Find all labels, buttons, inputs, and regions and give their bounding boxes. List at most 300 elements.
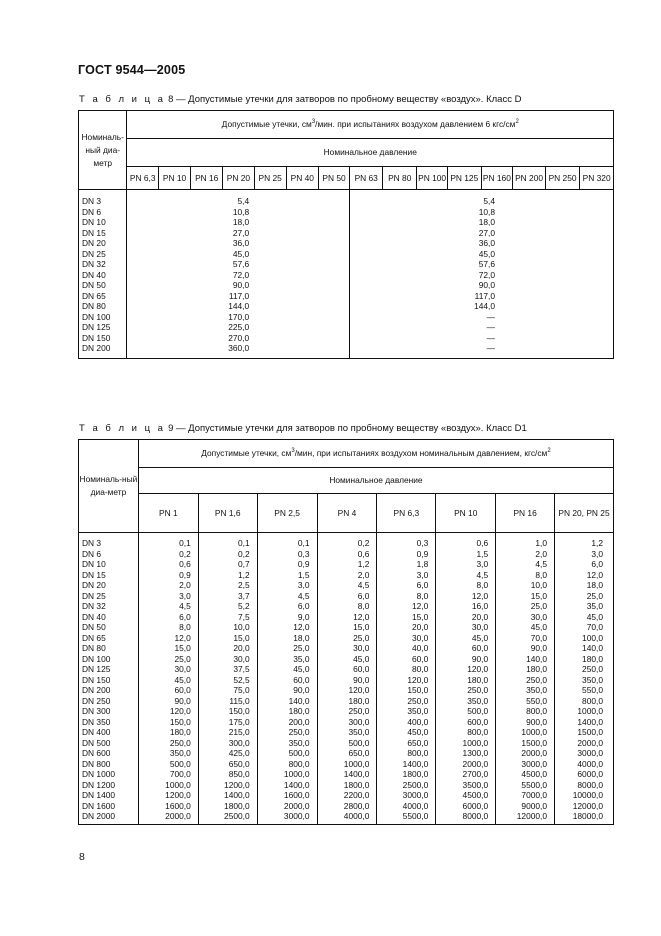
table8-value-cell-left: 225,0 (228, 322, 250, 332)
table9-pn-header: PN 6,3 (377, 494, 436, 533)
table9-value-cell: 8,0 (138, 622, 198, 633)
table8-value-cell-right: 90,0 (350, 280, 614, 291)
table9-value-cell: 75,0 (198, 685, 257, 696)
table9-value-cell: 1400,0 (198, 790, 257, 801)
table9-value-cell: 1,2 (198, 570, 257, 581)
table9-value-cell: 1600,0 (257, 790, 317, 801)
table8-dn-header: Номиналь-ный диа-метр (79, 111, 127, 190)
table9-value-cell: 2700,0 (436, 769, 496, 780)
table9-value-cell: 60,0 (377, 654, 436, 665)
table9-value-cell: 15,0 (198, 633, 257, 644)
table9-value-cell: 10,0 (198, 622, 257, 633)
table8-value-cell-left: 36,0 (232, 238, 250, 248)
table8-pn-header: PN 50 (318, 167, 349, 190)
table9-dn-cell: DN 20 (79, 580, 139, 591)
table9-value-cell: 3000,0 (257, 811, 317, 824)
table9-value-cell: 45,0 (138, 675, 198, 686)
table9-value-cell: 1,5 (257, 570, 317, 581)
table9-row (79, 790, 614, 801)
table8-value-cell-left: 90,0 (232, 280, 250, 290)
table9-value-cell: 8,0 (317, 601, 377, 612)
table9-value-cell: 2500,0 (377, 780, 436, 791)
table8-value-cell-left: 18,0 (232, 217, 250, 227)
table9-value-cell: 90,0 (436, 654, 496, 665)
table8-row (79, 228, 614, 239)
table9-row (79, 811, 614, 824)
table9-value-cell: 120,0 (317, 685, 377, 696)
table8-value-cell-left: 5,4 (237, 196, 250, 206)
table9-pn-header: PN 16 (496, 494, 555, 533)
table9-value-cell: 0,2 (198, 549, 257, 560)
table9-value-cell: 0,7 (198, 559, 257, 570)
table9-value-cell: 100,0 (555, 633, 614, 644)
table9-value-cell: 45,0 (257, 664, 317, 675)
table9-value-cell: 25,0 (496, 601, 555, 612)
table9-value-cell: 200,0 (257, 717, 317, 728)
table9-value-cell: 140,0 (257, 696, 317, 707)
table8 (78, 110, 614, 359)
table9-value-cell: 0,1 (138, 533, 198, 549)
table9-value-cell: 12,0 (436, 591, 496, 602)
table9-dn-cell: DN 125 (79, 664, 139, 675)
table9-row (79, 717, 614, 728)
table9-value-cell: 1000,0 (317, 759, 377, 770)
table9-value-cell: 350,0 (138, 748, 198, 759)
table9-value-cell: 2000,0 (555, 738, 614, 749)
table8-value-cell-left: 72,0 (232, 269, 250, 280)
table9-value-cell: 2000,0 (257, 801, 317, 812)
table9-value-cell: 12,0 (138, 633, 198, 644)
table9-value-cell: 0,3 (257, 549, 317, 560)
table9-dn-cell: DN 50 (79, 622, 139, 633)
table9-dn-cell: DN 100 (79, 654, 139, 665)
table9-row (79, 748, 614, 759)
table8-dn-cell: DN 80 (79, 301, 127, 312)
table9-value-cell: 7000,0 (496, 790, 555, 801)
table8-pn-header: PN 16 (191, 167, 223, 190)
table8-dn-cell: DN 100 (79, 312, 127, 323)
table9-value-cell: 18,0 (555, 580, 614, 591)
table9-value-cell: 5,2 (198, 601, 257, 612)
table9-value-cell: 650,0 (317, 748, 377, 759)
table8-dn-cell: DN 150 (79, 333, 127, 344)
table9-value-cell: 15,0 (138, 643, 198, 654)
table9-row (79, 727, 614, 738)
table8-row (79, 207, 614, 218)
table9-value-cell: 1000,0 (496, 727, 555, 738)
table9-pn-header: PN 10 (436, 494, 496, 533)
table9-value-cell: 3000,0 (555, 748, 614, 759)
table9-row (79, 696, 614, 707)
table8-row (79, 280, 614, 291)
table9-value-cell: 350,0 (257, 738, 317, 749)
table9-value-cell: 350,0 (436, 696, 496, 707)
table8-pn-header: PN 100 (417, 167, 448, 190)
table8-pn-header: PN 63 (350, 167, 383, 190)
table8-value-cell-left: 117,0 (228, 290, 250, 301)
table9-value-cell: 35,0 (555, 601, 614, 612)
table9-caption-number: 9 (168, 423, 174, 434)
table9-value-cell: 4000,0 (555, 759, 614, 770)
table9-value-cell: 3000,0 (377, 790, 436, 801)
table9-value-cell: 800,0 (377, 748, 436, 759)
table9-value-cell: 45,0 (317, 654, 377, 665)
table8-pn-header: PN 10 (158, 167, 190, 190)
table8-dn-cell: DN 125 (79, 322, 127, 333)
table9-value-cell: 18000,0 (555, 811, 614, 824)
table9-dn-cell: DN 350 (79, 717, 139, 728)
table9-value-cell: 90,0 (496, 643, 555, 654)
table8-sub-header: Номинальное давление (127, 139, 614, 167)
table8-caption-prefix: Т а б л и ц а (79, 94, 166, 105)
table9-value-cell: 25,0 (138, 654, 198, 665)
table9-row (79, 580, 614, 591)
table9-row (79, 533, 614, 549)
table9-value-cell: 80,0 (377, 664, 436, 675)
table9-value-cell: 0,2 (138, 549, 198, 560)
table9-pn-header: PN 2,5 (257, 494, 317, 533)
table9-value-cell: 8000,0 (436, 811, 496, 824)
table9-dn-cell: DN 1600 (79, 801, 139, 812)
table9-dn-cell: DN 600 (79, 748, 139, 759)
table9-value-cell: 70,0 (496, 633, 555, 644)
table9-value-cell: 10000,0 (555, 790, 614, 801)
table9-value-cell: 350,0 (317, 727, 377, 738)
table8-value-cell-left: 27,0 (232, 227, 250, 238)
table9-pn-header: PN 20, PN 25 (555, 494, 614, 533)
table9-dn-cell: DN 200 (79, 685, 139, 696)
table9-value-cell: 25,0 (257, 643, 317, 654)
table9-dn-cell: DN 65 (79, 633, 139, 644)
table8-pn-header: PN 125 (448, 167, 482, 190)
table9-value-cell: 4,5 (138, 601, 198, 612)
table8-row (79, 238, 614, 249)
table8-pn-header: PN 40 (286, 167, 318, 190)
table8-row (79, 249, 614, 260)
table9-dn-cell: DN 15 (79, 570, 139, 581)
table9-value-cell: 90,0 (257, 685, 317, 696)
table8-dn-cell: DN 3 (79, 190, 127, 207)
table9-value-cell: 500,0 (257, 748, 317, 759)
table8-value-cell-right: 57,6 (350, 259, 614, 270)
table9-value-cell: 70,0 (555, 622, 614, 633)
table9-value-cell: 20,0 (377, 622, 436, 633)
table9-dn-cell: DN 6 (79, 549, 139, 560)
table9-value-cell: 5500,0 (496, 780, 555, 791)
table9-value-cell: 52,5 (198, 675, 257, 686)
table9-value-cell: 1500,0 (555, 727, 614, 738)
table8-dn-cell: DN 32 (79, 259, 127, 270)
table9-dn-cell: DN 250 (79, 696, 139, 707)
table9-row (79, 685, 614, 696)
table9-row (79, 780, 614, 791)
table9-value-cell: 40,0 (377, 643, 436, 654)
table9-value-cell: 900,0 (496, 717, 555, 728)
table9-value-cell: 300,0 (317, 717, 377, 728)
table8-dn-cell: DN 25 (79, 249, 127, 260)
table9-value-cell: 6000,0 (436, 801, 496, 812)
table9 (78, 439, 614, 825)
table9-value-cell: 140,0 (555, 643, 614, 654)
table9-value-cell: 2,5 (198, 580, 257, 591)
table9-value-cell: 8,0 (377, 591, 436, 602)
table8-value-cell-left: 170,0 (228, 311, 250, 322)
table9-value-cell: 3,0 (555, 549, 614, 560)
table8-dn-cell: DN 50 (79, 280, 127, 291)
table8-value-cell-right: 72,0 (350, 270, 614, 281)
table9-dn-cell: DN 32 (79, 601, 139, 612)
table9-value-cell: 10,0 (496, 580, 555, 591)
table9-row (79, 664, 614, 675)
table9-value-cell: 1400,0 (317, 769, 377, 780)
table9-value-cell: 0,1 (198, 533, 257, 549)
table9-value-cell: 1400,0 (555, 717, 614, 728)
table8-value-cell-right: 144,0 (350, 301, 614, 312)
table9-value-cell: 550,0 (555, 685, 614, 696)
table9-value-cell: 0,9 (257, 559, 317, 570)
table9-value-cell: 150,0 (138, 717, 198, 728)
table8-value-cell-right: 5,4 (350, 190, 614, 207)
table8-value-cell-right: 27,0 (350, 228, 614, 239)
table9-value-cell: 4000,0 (317, 811, 377, 824)
table9-row (79, 633, 614, 644)
table9-value-cell: 215,0 (198, 727, 257, 738)
table8-dn-cell: DN 200 (79, 343, 127, 358)
table8-row (79, 343, 614, 358)
table9-value-cell: 250,0 (555, 664, 614, 675)
table8-value-cell-left: 144,0 (228, 301, 250, 311)
table9-value-cell: 9000,0 (496, 801, 555, 812)
table9-value-cell: 2200,0 (317, 790, 377, 801)
page-number: 8 (79, 851, 85, 863)
table8-value-cell-left: 45,0 (232, 248, 250, 259)
table9-value-cell: 1800,0 (377, 769, 436, 780)
table9-value-cell: 3,0 (377, 570, 436, 581)
table9-value-cell: 400,0 (377, 717, 436, 728)
table9-value-cell: 16,0 (436, 601, 496, 612)
table9-value-cell: 800,0 (496, 706, 555, 717)
table9-dn-cell: DN 80 (79, 643, 139, 654)
table9-value-cell: 350,0 (555, 675, 614, 686)
table9-value-cell: 500,0 (436, 706, 496, 717)
table9-value-cell: 35,0 (257, 654, 317, 665)
table9-value-cell: 2000,0 (436, 759, 496, 770)
table8-pn-header: PN 20 (223, 167, 254, 190)
table9-value-cell: 180,0 (496, 664, 555, 675)
table9-value-cell: 250,0 (317, 706, 377, 717)
table9-value-cell: 180,0 (317, 696, 377, 707)
table9-value-cell: 150,0 (198, 706, 257, 717)
table9-row (79, 769, 614, 780)
table9-value-cell: 1600,0 (138, 801, 198, 812)
table8-value-cell-right: — (350, 322, 614, 333)
table9-caption-text: — Допустимые утечки для затворов по пробному веществу «воздух». Класс D1 (176, 423, 527, 434)
table9-value-cell: 60,0 (317, 664, 377, 675)
table9-value-cell: 550,0 (496, 696, 555, 707)
table9-value-cell: 1400,0 (377, 759, 436, 770)
table9-value-cell: 60,0 (257, 675, 317, 686)
table8-row (79, 291, 614, 302)
table9-row (79, 801, 614, 812)
table8-row (79, 190, 614, 207)
table9-value-cell: 700,0 (138, 769, 198, 780)
table9-value-cell: 180,0 (257, 706, 317, 717)
table9-value-cell: 800,0 (436, 727, 496, 738)
table8-pn-header: PN 320 (580, 167, 614, 190)
table8-value-cell-right: 117,0 (350, 291, 614, 302)
table9-value-cell: 90,0 (317, 675, 377, 686)
table9-value-cell: 4500,0 (496, 769, 555, 780)
table9-row (79, 612, 614, 623)
table9-value-cell: 1,0 (496, 533, 555, 549)
table9-value-cell: 6,0 (555, 559, 614, 570)
table9-dn-cell: DN 10 (79, 559, 139, 570)
table9-value-cell: 1000,0 (138, 780, 198, 791)
table9-value-cell: 180,0 (138, 727, 198, 738)
table9-row (79, 559, 614, 570)
table9-value-cell: 1800,0 (317, 780, 377, 791)
table8-row (79, 301, 614, 312)
table9-value-cell: 2,0 (138, 580, 198, 591)
table9-value-cell: 0,2 (317, 533, 377, 549)
table8-value-cell-right: — (350, 333, 614, 344)
table8-caption-number: 8 (168, 94, 174, 105)
table9-dn-cell: DN 1200 (79, 780, 139, 791)
table9-value-cell: 450,0 (377, 727, 436, 738)
table9-value-cell: 3,0 (436, 559, 496, 570)
table9-value-cell: 4,5 (257, 591, 317, 602)
table9-value-cell: 3500,0 (436, 780, 496, 791)
table8-main-header: Допустимые утечки, $см^3$/мин. при испытаниях воздухом давлением 6 кгс/$см^2$ (127, 111, 614, 139)
table8-value-cell-left: 270,0 (228, 332, 250, 343)
table9-value-cell: 12,0 (317, 612, 377, 623)
table9-value-cell: 30,0 (377, 633, 436, 644)
table9-row (79, 549, 614, 560)
table9-row (79, 738, 614, 749)
table9-dn-cell: DN 1400 (79, 790, 139, 801)
table9-value-cell: 1000,0 (257, 769, 317, 780)
table8-pn-header: PN 200 (513, 167, 546, 190)
table8-pn-header: PN 250 (545, 167, 579, 190)
table9-value-cell: 1000,0 (436, 738, 496, 749)
table9-value-cell: 120,0 (138, 706, 198, 717)
table9-value-cell: 1000,0 (555, 706, 614, 717)
table9-value-cell: 45,0 (496, 622, 555, 633)
table9-value-cell: 12,0 (555, 570, 614, 581)
table9-value-cell: 3000,0 (496, 759, 555, 770)
table9-value-cell: 30,0 (198, 654, 257, 665)
table9-value-cell: 0,6 (317, 549, 377, 560)
table9-row (79, 675, 614, 686)
table9-value-cell: 30,0 (317, 643, 377, 654)
table9-value-cell: 850,0 (198, 769, 257, 780)
table9-value-cell: 250,0 (138, 738, 198, 749)
table8-dn-cell: DN 10 (79, 217, 127, 228)
table9-value-cell: 180,0 (436, 675, 496, 686)
table9-row (79, 570, 614, 581)
table9-row (79, 759, 614, 770)
table8-row (79, 312, 614, 323)
table9-caption-prefix: Т а б л и ц а (79, 423, 166, 434)
table9-value-cell: 0,9 (138, 570, 198, 581)
table8-value-cell-right: — (350, 343, 614, 358)
table9-value-cell: 2800,0 (317, 801, 377, 812)
table9-value-cell: 60,0 (436, 643, 496, 654)
table9-value-cell: 8,0 (436, 580, 496, 591)
table8-row (79, 217, 614, 228)
table9-row (79, 591, 614, 602)
table8-value-cell-left: 360,0 (127, 343, 350, 358)
table9-value-cell: 6,0 (377, 580, 436, 591)
table9-value-cell: 175,0 (198, 717, 257, 728)
table9-value-cell: 7,5 (198, 612, 257, 623)
table8-pn-header: PN 25 (254, 167, 286, 190)
table9-value-cell: 1200,0 (138, 790, 198, 801)
table9-value-cell: 250,0 (436, 685, 496, 696)
table8-value-cell-right: 36,0 (350, 238, 614, 249)
table9-value-cell: 20,0 (198, 643, 257, 654)
table9-value-cell: 4500,0 (436, 790, 496, 801)
table9-value-cell: 25,0 (317, 633, 377, 644)
table8-value-cell-right: 18,0 (350, 217, 614, 228)
table9-row (79, 601, 614, 612)
table9-dn-cell: DN 150 (79, 675, 139, 686)
table9-dn-cell: DN 400 (79, 727, 139, 738)
table9-value-cell: 25,0 (555, 591, 614, 602)
table9-value-cell: 30,0 (436, 622, 496, 633)
table9-value-cell: 12,0 (377, 601, 436, 612)
table9-value-cell: 0,3 (377, 533, 436, 549)
table9-value-cell: 6000,0 (555, 769, 614, 780)
table9-value-cell: 15,0 (377, 612, 436, 623)
table9-value-cell: 2500,0 (198, 811, 257, 824)
table8-value-cell-right: — (350, 312, 614, 323)
table9-sub-header: Номинальное давление (138, 468, 613, 494)
table9-value-cell: 3,0 (138, 591, 198, 602)
table9-value-cell: 6,0 (317, 591, 377, 602)
table9-value-cell: 1300,0 (436, 748, 496, 759)
table9-value-cell: 3,0 (257, 580, 317, 591)
table9-row (79, 622, 614, 633)
table9-value-cell: 0,6 (138, 559, 198, 570)
table9-value-cell: 140,0 (496, 654, 555, 665)
table9-value-cell: 250,0 (496, 675, 555, 686)
table9-value-cell: 4000,0 (377, 801, 436, 812)
table9-value-cell: 0,6 (436, 533, 496, 549)
table9-pn-header: PN 1 (138, 494, 198, 533)
table9-value-cell: 1500,0 (496, 738, 555, 749)
table9-value-cell: 45,0 (555, 612, 614, 623)
table9-value-cell: 500,0 (317, 738, 377, 749)
table9-value-cell: 9,0 (257, 612, 317, 623)
table9-dn-cell: DN 2000 (79, 811, 139, 824)
table9-value-cell: 1,2 (317, 559, 377, 570)
table9-value-cell: 12000,0 (555, 801, 614, 812)
table9-value-cell: 120,0 (377, 675, 436, 686)
table9-dn-cell: DN 800 (79, 759, 139, 770)
table8-dn-cell: DN 40 (79, 270, 127, 281)
table9-dn-cell: DN 25 (79, 591, 139, 602)
table8-value-cell-right: 10,8 (350, 207, 614, 218)
table9-value-cell: 1200,0 (198, 780, 257, 791)
table9-dn-header: Номиналь-ный диа-метр (79, 440, 139, 533)
table9-value-cell: 800,0 (555, 696, 614, 707)
table9-value-cell: 425,0 (198, 748, 257, 759)
table9-value-cell: 1,8 (377, 559, 436, 570)
table9-value-cell: 150,0 (377, 685, 436, 696)
table9-row (79, 643, 614, 654)
table8-dn-cell: DN 6 (79, 207, 127, 218)
